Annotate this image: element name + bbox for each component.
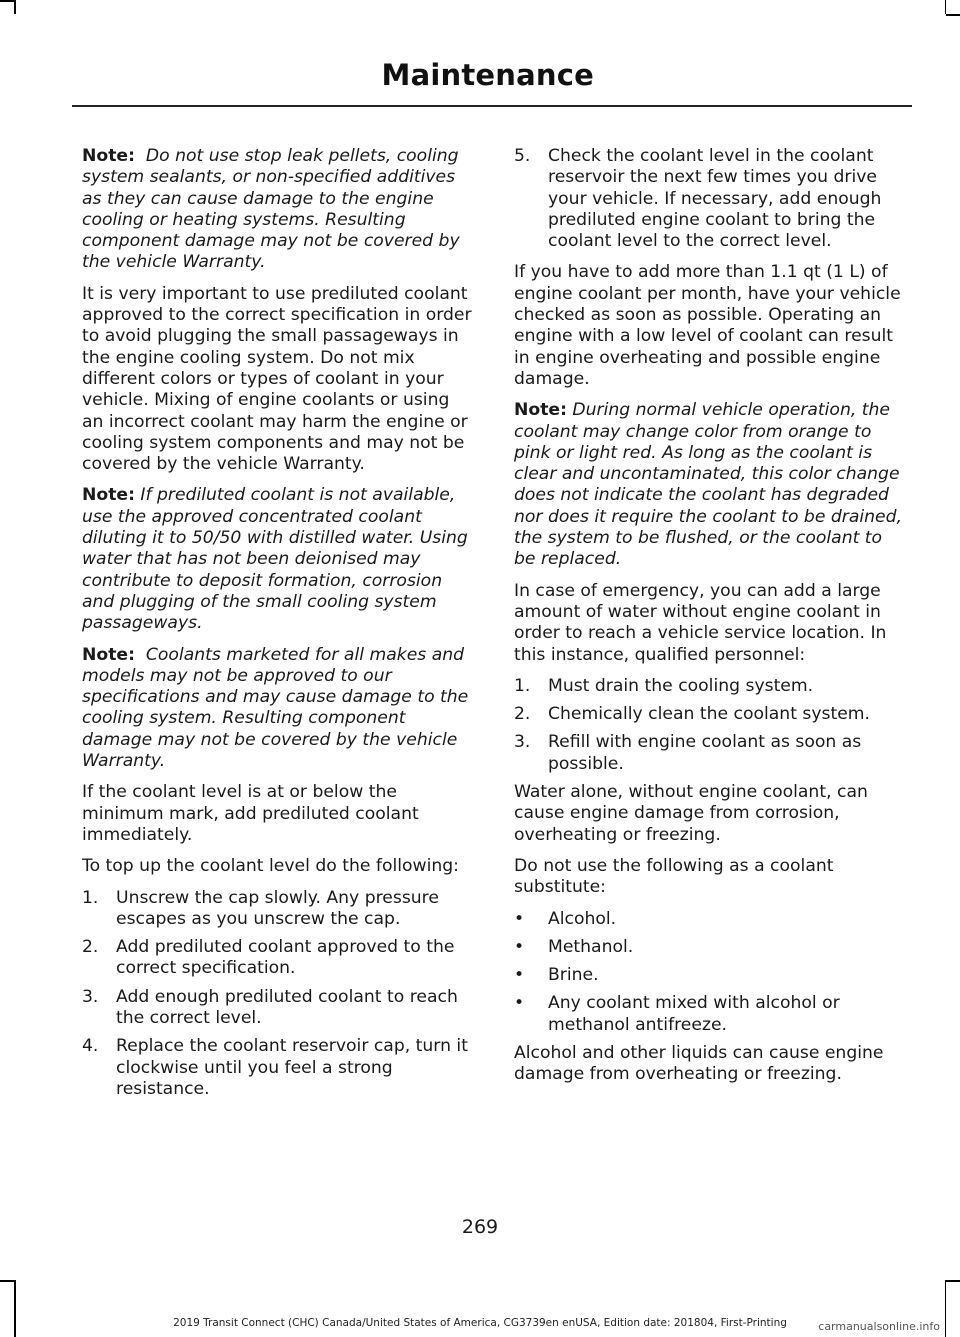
list-item [514, 146, 906, 252]
bullet-icon: • [514, 965, 525, 986]
bullet-text: Brine. [548, 965, 599, 986]
step-number: 2. [514, 704, 531, 725]
note-text: Coolants marketed for all makes and models may not be approved to our specifications and may cause damage to the cooling system. Resulting component damage may not be covered by the vehicle Warranty. [82, 644, 469, 772]
list-item [82, 937, 475, 980]
step-number: 1. [514, 675, 531, 696]
crop-mark [0, 1280, 14, 1282]
list-item [514, 704, 906, 725]
crop-mark [946, 1280, 960, 1282]
note-stop-leak [82, 146, 475, 274]
paragraph-minimum-mark: If the coolant level is at or below the minimum mark, add prediluted coolant immediately. [82, 782, 419, 845]
note-label: Note: [514, 400, 567, 421]
left-column [82, 146, 475, 1107]
note-label: Note: [82, 644, 135, 665]
note-label: Note: [82, 485, 135, 506]
bullet-text: Alcohol. [548, 908, 617, 929]
bullet-text: Any coolant mixed with alcohol or methanol antifreeze. [548, 993, 840, 1035]
step-text: Chemically clean the coolant system. [548, 704, 870, 725]
list-item [514, 965, 906, 986]
right-column [514, 146, 906, 1096]
note-text: If prediluted coolant is not available, use the approved concentrated coolant diluting it to 50/50 with distilled water. Using water that has not been deionised may contribute to deposit formation, corrosion and plugging of the small cooling system passageways. [82, 485, 468, 634]
footer-edition-info: 2019 Transit Connect (CHC) Canada/United States of America, CG3739en enUSA, Edition date: 201804, First-Printing [173, 1317, 787, 1329]
list-item [82, 1036, 475, 1100]
top-up-steps [82, 888, 475, 1101]
paragraph-substitute-intro: Do not use the following as a coolant substitute: [514, 855, 834, 898]
paragraph-alcohol-warning: Alcohol and other liquids can cause engine damage from overheating or freezing. [514, 1042, 884, 1085]
paragraph-top-up-intro: To top up the coolant level do the following: [82, 856, 459, 877]
step-text: Unscrew the cap slowly. Any pressure escapes as you unscrew the cap. [116, 887, 439, 929]
list-item [514, 993, 906, 1036]
page-title: Maintenance [381, 58, 594, 92]
watermark: carmanualsonline.info [818, 1320, 940, 1333]
bullet-text: Methanol. [548, 936, 634, 957]
list-item [514, 676, 906, 697]
step-number: 5. [514, 146, 531, 166]
crop-mark [946, 14, 960, 16]
note-text: During normal vehicle operation, the coolant may change color from orange to pink or light red. As long as the coolant is clear and uncontaminated, this color change does not indicate the coolant has degraded nor does it require the coolant to be drained, the system to be flushed, or the coolant to be replaced. [514, 400, 903, 570]
bullet-icon: • [514, 993, 525, 1014]
paragraph-emergency: In case of emergency, you can add a large amount of water without engine coolant in order to reach a vehicle service location. In this instance, qualified personnel: [514, 580, 887, 665]
note-all-makes [82, 645, 475, 773]
list-item [82, 987, 475, 1030]
step-number: 2. [82, 937, 99, 958]
step-text: Refill with engine coolant as soon as possible. [548, 732, 862, 774]
crop-mark [0, 0, 14, 2]
paragraph-prediluted: It is very important to use prediluted coolant approved to the correct specification in order to avoid plugging the small passageways in the engine cooling system. Do not mix different colors or types of coolant in your vehicle. Mixing of engine coolants or using an incorrect coolant may harm the engine or cooling system components and may not be covered by the vehicle Warranty. [82, 283, 472, 475]
note-text: Do not use stop leak pellets, cooling system sealants, or non-specified additives as they can cause damage to the engine cooling or heating systems. Resulting component damage may not be covered by the vehicle Warranty. [82, 146, 460, 273]
step-text: Add enough prediluted coolant to reach the correct level. [116, 986, 458, 1028]
note-color-change [514, 400, 906, 570]
note-concentrated [82, 485, 475, 634]
crop-mark [14, 0, 16, 14]
paragraph-water-alone: Water alone, without engine coolant, can cause engine damage from corrosion, overheating or freezing. [514, 782, 868, 845]
header-divider [72, 105, 912, 107]
list-item [82, 888, 475, 931]
list-item [514, 732, 906, 775]
page-number: 269 [461, 1216, 499, 1238]
bullet-icon: • [514, 936, 525, 957]
note-label: Note: [82, 146, 135, 166]
step-text: Replace the coolant reservoir cap, turn it clockwise until you feel a strong resistance. [116, 1036, 468, 1099]
emergency-steps [514, 676, 906, 775]
paragraph-more-than-1l: If you have to add more than 1.1 qt (1 L) of engine coolant per month, have your vehicle checked as soon as possible. Operating an engine with a low level of coolant can result in engine overheating and possible engine damage. [514, 262, 901, 389]
step-number: 3. [514, 732, 531, 753]
step-number: 4. [82, 1036, 99, 1057]
step-text: Must drain the cooling system. [548, 675, 814, 696]
step-text: Add prediluted coolant approved to the correct specification. [116, 937, 455, 979]
step-number: 1. [82, 887, 99, 908]
list-item [514, 937, 906, 958]
step-number: 3. [82, 986, 99, 1007]
list-item [514, 909, 906, 930]
crop-mark [945, 0, 947, 14]
step-text: Check the coolant level in the coolant reservoir the next few times you drive your vehicle. If necessary, add enough prediluted engine coolant to bring the coolant level to the correct level. [548, 146, 882, 252]
bullet-icon: • [514, 908, 525, 929]
substitute-list [514, 909, 906, 1036]
